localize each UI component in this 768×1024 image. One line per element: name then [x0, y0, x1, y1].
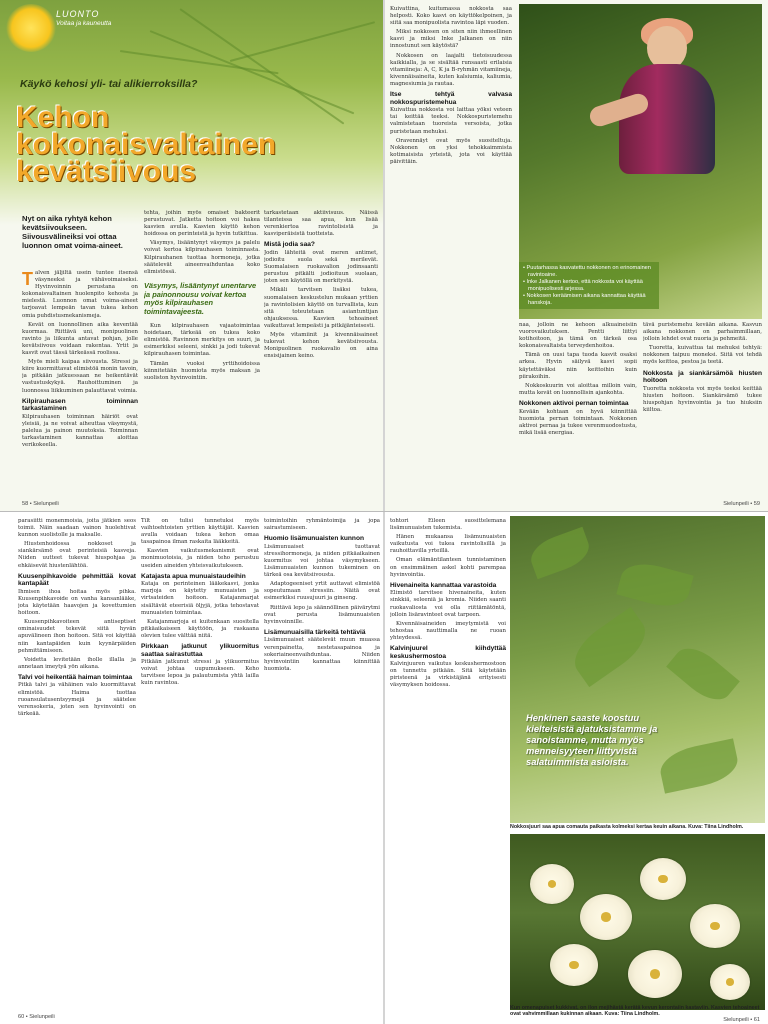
body-paragraph: Hänen mukaansa lisämunuaisten vaikutusta voi tukea ravintolisillä ja rauhoittavilla yrteillä. [390, 534, 506, 555]
body-paragraph: tohtori Eileen suosittelemana lisämunuaisten tukemista. [390, 518, 506, 532]
body-paragraph: Nokkoskuurin voi aloittaa milloin vain, mutta kevät on luonnollisin ajankohta. [519, 382, 637, 396]
page-gutter [383, 512, 385, 1024]
blossom-shape [710, 964, 750, 1000]
body-paragraph: Tuoretta, kuivattua tai mehuksi tehtyä: nokkonen taipuu moneksi. Siitä voi tehdä myös keittoa, pestoa ja teetä. [643, 345, 762, 366]
leaf-shape [565, 607, 655, 687]
caption-line: • Nokkosen keräämisen aikana kannattaa käyttää hanskoja. [523, 292, 646, 306]
body-paragraph: Pitkään jatkunut stressi ja ylikuormitus voivat johtaa uupumukseen. Keho tarvitsee lepoa ja palautumista yhtä lailla kuin ravintoa. [141, 659, 259, 687]
body-paragraph: Kilpirauhasen toiminnan häiriöt ovat yleisiä, ja ne voivat aiheuttaa väsymystä, palelua ja painon muutoksia. Toiminnan tarkastaminen kannattaa aloittaa verikokeella. [22, 413, 138, 449]
nettle-leaves-photo [510, 516, 765, 823]
subheading: Kilpirauhasen toiminnan tarkastaminen [22, 397, 138, 413]
body-paragraph: Tilt on tulisi tunnetuksi myös vaihtoehtoisten yrttien käyttäjät. Kasvien avulla voidaan tukea kehon omaa tasapainoa ilman raskaita lääkkeitä. [141, 518, 259, 546]
text-column-4 [390, 518, 506, 1008]
photo-caption-box [519, 262, 659, 309]
body-paragraph: naa, jolloin ne kehoon alkuaineisiin vuorovaikutuksen. Pentti liittyi kotihoitoon, ja tämä on tärkeä osa kokonaisvaltaista terveydenhoitoa. [519, 322, 637, 350]
article-title [16, 101, 296, 188]
body-paragraph: Tuoretta nokkosta voi myös teeksi keittää hiusten hoitoon. Siankärsämö tukee hiuspohjan hyvinvointia ja tuo hiuksiin kiiltoa. [643, 385, 762, 414]
body-paragraph: Oman elämäntilanteen tunnistaminen on ensimmäinen askel kohti parempaa hyvinvointia. [390, 557, 506, 578]
page-gutter [383, 0, 385, 511]
pull-quote: Väsymys, lisääntynyt unentarve ja painonnousu voivat kertoa myös kilpirauhasen toimintavajeesta. [144, 280, 257, 317]
body-paragraph: Kuivattina, kuitumassa nokkosta saa helposti. Koko kasvi on käyttökelpoinen, ja siitä saa monipuolista ravintoa läpi vuoden. [390, 6, 512, 27]
body-paragraph: Oravennäyt ovat myös suositeltuja. Nokkonen on yksi tehokkaimmista kotimaisista yrteistä, jota voi käyttää päivittäin. [390, 137, 512, 165]
spread-pages-60-61 [0, 512, 768, 1024]
section-tag [56, 9, 111, 27]
blossom-shape [628, 950, 682, 998]
subheading: Kalvinjuurel kiihdyttää keskushermostoa [390, 645, 506, 660]
body-paragraph: Pitkä talvi ja vähäinen valo kuormittavat elimistöä. Haima tuottaa ruoansulatusentsyymejä ja säätelee verensokeria, joten sen hyvinvointi on tärkeää. [18, 682, 136, 717]
body-paragraph: Kun kilpirauhasen vajaatoimintaa hoidetaan, tärkeää on tukea koko elimistöä. Ravinnon merkitys on suuri, ja esimerkiksi seleeni, sinkki ja jodi tukevat kilpirauhasen toimintaa. [144, 323, 260, 358]
body-paragraph: Kataja on perinteinen lääkekasvi, jonka marjoja on käytetty munuaisten ja virtsateiden hoitoon. Katajanmarjat sisältävät eteerisiä öljyjä, jotka tehostavat munuaisten toimintaa. [141, 581, 259, 616]
body-paragraph: Elimistö tarvitsee hivenaineita, kuten sinkkiä, seleeniä ja kromia. Niiden saanti ruokavaliosta voi olla riittämätöntä, jolloin lisäravinteet ovat tarpeen. [390, 590, 506, 618]
page-footer-right: Sielunpeili • 61 [723, 1017, 760, 1023]
article-kicker: Käykö kehosi yli- tai alikierroksilla? [20, 78, 198, 90]
text-column-1 [22, 270, 138, 496]
subheading: Pirkkaan jatkunut ylikuormitus saattaa sairastuttaa [141, 643, 259, 658]
body-paragraph: Miksi nokkosen on siten niin ihmeellinen kasvi ja miksi Inke Jalkanen on niin innostunut sen käytöstä? [390, 29, 512, 50]
body-paragraph: Mikäli tarvitsen lisäksi tukea, suomalaisen keskustelun mukaan yrttien ja ravintolisien käyttö on turvallista, kun sitä toteutetaan asiantuntijan ohjauksessa. Kasvien tehoaineet vaikuttavat lempeästi ja pitkäjänteisesti. [264, 287, 378, 329]
sunflower-icon [6, 4, 56, 52]
body-paragraph: Kevät on luonnollinen aika keventää kuormaa. Riittävä uni, monipuolinen ravinto ja liikunta antavat pohjan, jolle kevätsiivous voidaan rakentaa. Yrtit ja kasvit ovat tässä tärkeässä roolissa. [22, 321, 138, 357]
subheading: Huomio lisämunuaisten kunnon [264, 535, 365, 543]
body-paragraph: Voidetta levitetään iholle illalla ja annetaan imeytyä yön aikana. [18, 656, 136, 670]
body-paragraph: toimintoihin ryhmäntoimija ja jopa sairastumiseen. [264, 518, 380, 532]
subheading: Kuusenpihkavoide pehmittää kovat kantapäät [18, 572, 136, 588]
blossom-shape [580, 894, 632, 940]
body-paragraph: parasiitti monenmoisia, joita jätkien seos toimii. Näin saadaan vainon huolehtivat kunnon suolistolle ja maksalle. [18, 518, 136, 539]
body-paragraph: Kuivattua nokkosta voi laittaa yöksi veteen tai keittää teeksi. Nokkospuristemehu valmistetaan tuoreista versoista, jotka puristetaan mehuksi. [390, 107, 512, 135]
body-paragraph: tävä puristemehu kevään aikana. Kasvun aikana nokkonen on parhaimmillaan, jolloin lehdet ovat nuoria ja pehmeitä. [643, 322, 762, 343]
article-lead: Nyt on aika ryhtyä kehon kevätsiivoukseen. Siivousvälineiksi voi ottaa luonnon omat voima-aineet. [22, 214, 123, 250]
leaf-shape [666, 639, 740, 709]
body-paragraph: tehta, joihin myös omaiset bakteerit perustuvat. Jatketta hoitoon voi hakea kasvien avulla. Kasvien käyttö kehon hoidossa on perinteistä ja hyvin tutkittua. [144, 210, 260, 238]
section-name: LUONTO [56, 9, 100, 19]
body-paragraph: Adaptogeeniset yrtit auttavat elimistöä sopeutumaan stressiin. Näitä ovat esimerkiksi ruusujuuri ja ginseng. [264, 581, 380, 602]
text-column-6 [643, 322, 762, 496]
page-footer-left: 58 • Sielunpeili [22, 501, 59, 507]
body-paragraph: Väsymys, lisääntynyt väsymys ja palelu voivat kertoa kilpirauhasen toiminnasta. Kilpirauhanen tuottaa hormoneja, jotka säätelevät aineenvaihduntaa koko elimistössä. [144, 240, 260, 275]
body-paragraph: Ihmisen ihoa hoitaa myös pihka. Kuusenpihkavoide on vanha kansanlääke, jota käytetään haavojen ja kovettumien hoitoon. [18, 588, 136, 617]
body-paragraph: Myös mieli kaipaa siivousta. Stressi ja kiire kuormittavat elimistöä monin tavoin, ja pitkään jatkuessaan ne heikentävät vastustuskykyä. Rauhoittuminen ja luonnossa liikkuminen palauttavat voimia. [22, 359, 138, 394]
body-paragraph: Lisämunuaiset säätelevät muun muassa verenpainetta, nestetasapainoa ja sokeriaineenvaihduntaa. Niiden hyvinvointiin kannattaa kiinnittää huomiota. [264, 637, 380, 672]
text-column-2 [141, 518, 259, 1008]
subheading: Itse tehtyä valvasa nokkospuristemehua [390, 91, 512, 106]
body-paragraph: Riittävä lepo ja säännöllinen päivärytmi ovat perusta lisämunuaisten hyvinvoinnille. [264, 604, 380, 625]
title-line: Kehon [16, 101, 110, 134]
subheading: Nokkonen aktivoi pernan toimintaa [519, 399, 629, 407]
body-paragraph: Tämä on uusi tapa tuoda kasvit osaksi arkea. Hyvin säilyvä kasvi sopii käytettäväksi niin keittoihin kuin piirakoihin. [519, 352, 637, 380]
blossom-shape [550, 944, 598, 986]
body-paragraph: Jodin lähteitä ovat meren antimet, jodioitu suola sekä merilevät. Suomalaisen ruokavalion jodinsaanti perustuu pitkälti jodioituun suolaan, joten sen käytöllä on merkitystä. [264, 249, 378, 285]
body-paragraph: Hiustenhoidossa nokkoset ja siankärsämö ovat perinteisiä kasveja. Niiden uutteet tukevat hiuspohjaa ja ehkäisevät hiustenlähtöä. [18, 541, 136, 569]
caption-line: • Puutarhassa kasvatettu nokkonen on erinomainen ravintoaine. [523, 265, 651, 278]
subheading: Lisämunuaisilla tärkeitä tehtäviä [264, 628, 366, 636]
text-column-5 [519, 322, 637, 496]
section-subtitle: Voitaa ja kauneutta [56, 20, 112, 27]
subheading: Nokkosta ja siankärsämöä hiusten hoitoon [643, 369, 762, 385]
apple-blossom-photo [510, 834, 765, 1010]
body-paragraph: Kalvinjuuren vaikutus keskushermostoon on tunnettu pitkään. Sitä käytetään piristeenä ja virkistäjänä erityisesti väsymyksen hoidossa. [390, 661, 506, 689]
blossom-shape [530, 864, 574, 904]
text-column-3 [264, 210, 378, 496]
body-paragraph: Myös vitamiinit ja kivennäisaineet tukevat kehon kevätsiivousta. Monipuolinen ruokavalio on aina ensisijainen keino. [264, 332, 378, 360]
text-column-1 [18, 518, 136, 1008]
body-paragraph: Kasvien vaikutusmekanismit ovat monimuotoisia, ja niiden teho perustuu useiden aineiden yhteisvaikutukseen. [141, 548, 259, 569]
subheading: Mistä jodia saa? [264, 241, 315, 249]
body-paragraph: Katajanmarjoja ei kuitenkaan suositella pitkäaikaiseen käyttöön, ja raskaana olevien tulee välttää niitä. [141, 618, 259, 639]
text-column-3 [264, 518, 380, 1008]
body-paragraph: Kevään kohtaan on hyvä kiinnittää huomiota pernan toimintaan. Nokkonen aktivoi pernaa ja tukee verenmuodostusta, mikä lisää energiaa. [519, 408, 637, 436]
title-line: kevätsiivous [16, 155, 197, 188]
text-column-2 [144, 210, 260, 496]
leaf-shape [616, 558, 693, 613]
blossom-shape [690, 904, 740, 948]
photo-caption: Nokkosjuuri saa apua comauta paikasta kolmeksi kertaa keuin aikana. Kuva: Tiina Lindholm. [510, 824, 744, 830]
body-paragraph: Lisämunuaiset tuottavat stressihormoneja, ja niiden pitkäaikainen kuormitus voi johtaa väsymykseen. Lisämunuaisten kunnon tukeminen on tärkeä osa kevätsiivousta. [264, 543, 380, 579]
drop-cap: T [22, 270, 33, 289]
photo-pull-quote: Henkinen saaste koostuu kielteisistä ajatuksistamme ja sanoistamme, mutta myös menneisyyteen liittyvistä salatuimmista asioista. [526, 712, 658, 767]
page-footer-right: Sielunpeili • 59 [723, 501, 760, 507]
person-body [619, 64, 715, 174]
body-paragraph: Talven jäljiltä usein tuntee itsensä väsyneeksi ja vähävoimaiseksi. Hyvinvoinnin perustana on kokonaisvaltainen huolenpito kehosta ja mielestä. Luonnon omat voima-aineet tarjoavat lempeän tavan tukea kehon omia puhdistusmekanismeja. [22, 270, 138, 319]
body-paragraph: Nokkosen on laajalti tietoisuudessa kaikkialla, ja se sisältää runsaasti erilaisia vitamiineja: A, C, K ja B-ryhmän vitamiineja, kivennäisaineita, kuten kalsiumia, kaliumia, magnesiumia ja rautaa. [390, 52, 512, 87]
body-paragraph: Kivennäisaineiden imeytymistä voi tehostaa nauttimalla ne ruoan yhteydessä. [390, 620, 506, 641]
page-footer-left: 60 • Sielunpeili [18, 1014, 55, 1020]
title-line: kokonaisvaltainen [16, 128, 277, 161]
body-paragraph: Kuusenpihkavoiteen antiseptiset ominaisuudet tekevät siitä hyvän apuvälineen ihon hoitoon. Sitä voi käyttää niin kantapäiden kuin kyynärpäiden pehmittämiseen. [18, 619, 136, 654]
photo-caption: Kun omenapuiset kukkivat, on ilon mejihästä kerätä kevun kerontaiin kastaviin. Kasvien tehoaineet ovat vahvimmillaan kukinnan aikaan. Kuva: Tiina Lindholm. [510, 1005, 760, 1018]
subheading: Katajasta apua munuaistaudeihin [141, 572, 246, 580]
subheading: Hivenaineita kannattaa varastoida [390, 581, 497, 589]
text-column-4 [390, 6, 512, 496]
subheading: Talvi voi heikentää haiman toimintaa [18, 673, 133, 681]
body-paragraph: Tämän vuoksi yrttihoidoissa kiinnitetään huomiota myös maksan ja suoliston hyvinvointiin. [144, 360, 260, 381]
caption-line: • Inke Jalkanen kertoo, että nokkosta voi käyttää monipuolisesti arjessa. [523, 278, 643, 292]
leaf-shape [526, 527, 594, 579]
body-paragraph: tarkastetaan aktiivisuus. Näissä tilanteissa saa apua, kun lisää verenkiertoa ravintolisistä ja kasviperäisistä tuotteista. [264, 210, 378, 238]
blossom-shape [640, 858, 686, 900]
